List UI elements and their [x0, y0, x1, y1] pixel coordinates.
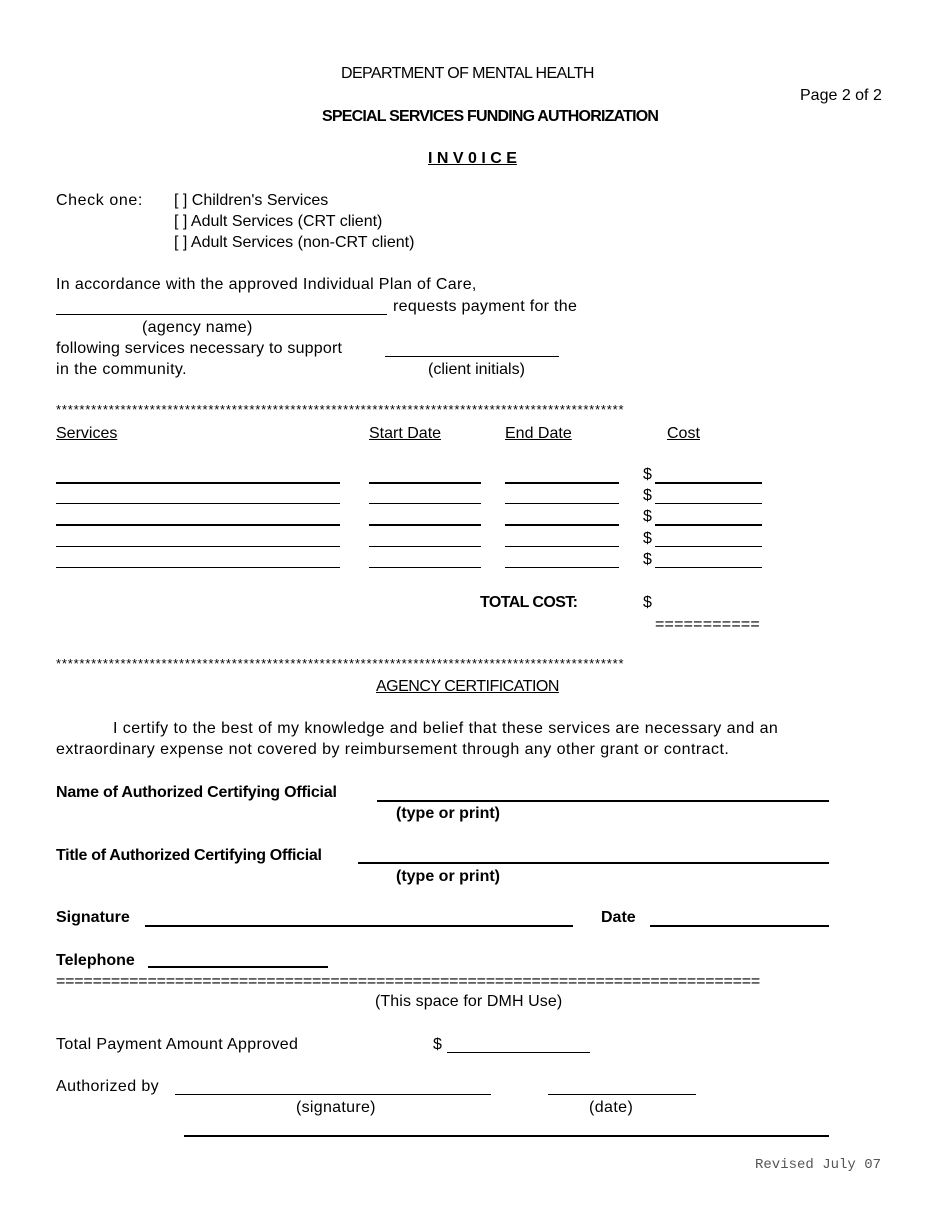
authorized-by-signature-field[interactable] [175, 1094, 491, 1095]
total-cost-label: TOTAL COST: [480, 594, 578, 611]
services-header: Services [56, 425, 118, 442]
dollar-sign: $ [643, 508, 652, 525]
cost-field[interactable] [655, 524, 762, 526]
end-date-field[interactable] [505, 567, 619, 568]
dmh-use-label: (This space for DMH Use) [375, 993, 563, 1010]
client-initials-field[interactable] [385, 356, 559, 357]
certifying-official-name-label: Name of Authorized Certifying Official [56, 784, 337, 801]
telephone-field[interactable] [148, 966, 328, 968]
certifying-official-title-field[interactable] [358, 862, 829, 864]
signature-sub-label: (signature) [296, 1099, 376, 1116]
telephone-label: Telephone [56, 952, 135, 969]
certifying-official-title-label: Title of Authorized Certifying Official [56, 847, 322, 864]
dollar-sign: $ [643, 487, 652, 504]
signature-label: Signature [56, 909, 130, 926]
checkbox-adult-non-crt[interactable]: [ ] Adult Services (non-CRT client) [174, 234, 415, 251]
service-field[interactable] [56, 524, 340, 526]
intro-line-1: In accordance with the approved Individual Plan of Care, [56, 276, 477, 293]
form-title: SPECIAL SERVICES FUNDING AUTHORIZATION [322, 108, 659, 125]
certification-text-line-1: I certify to the best of my knowledge and belief that these services are necessary and an [113, 720, 779, 737]
total-cost-equals: =========== [655, 616, 760, 633]
cost-field[interactable] [655, 482, 762, 484]
total-payment-field[interactable] [447, 1052, 590, 1053]
agency-name-field[interactable] [56, 314, 387, 315]
date-label: Date [601, 909, 636, 926]
certification-text-line-2: extraordinary expense not covered by reimbursement through any other grant or contract. [56, 741, 730, 758]
authorized-date-field[interactable] [548, 1094, 696, 1095]
bottom-rule [184, 1135, 829, 1137]
intro-line-3: following services necessary to support [56, 340, 343, 357]
end-date-field[interactable] [505, 503, 619, 504]
check-one-label: Check one: [56, 192, 143, 209]
cost-field[interactable] [655, 546, 762, 547]
cost-header: Cost [667, 425, 700, 442]
start-date-field[interactable] [369, 524, 481, 526]
date-field[interactable] [650, 925, 829, 927]
dollar-sign: $ [643, 551, 652, 568]
end-date-field[interactable] [505, 524, 619, 526]
authorized-by-label: Authorized by [56, 1078, 160, 1095]
service-field[interactable] [56, 482, 340, 484]
start-date-field[interactable] [369, 482, 481, 484]
agency-certification-title: AGENCY CERTIFICATION [376, 678, 559, 695]
type-or-print-label-2: (type or print) [396, 868, 500, 885]
star-separator-1: ************************************************************************************************* [56, 402, 625, 417]
cost-field[interactable] [655, 567, 762, 568]
revised-date: Revised July 07 [755, 1157, 882, 1173]
agency-name-label: (agency name) [142, 319, 253, 336]
dollar-sign: $ [643, 466, 652, 483]
dollar-sign: $ [643, 530, 652, 547]
total-payment-dollar: $ [433, 1036, 442, 1053]
checkbox-adult-crt[interactable]: [ ] Adult Services (CRT client) [174, 213, 383, 230]
end-date-field[interactable] [505, 482, 619, 484]
page-number: Page 2 of 2 [800, 87, 882, 104]
client-initials-label: (client initials) [428, 361, 525, 378]
checkbox-childrens-services[interactable]: [ ] Children's Services [174, 192, 329, 209]
total-cost-dollar: $ [643, 594, 652, 611]
end-date-header: End Date [505, 425, 572, 442]
cost-field[interactable] [655, 503, 762, 504]
service-field[interactable] [56, 546, 340, 547]
intro-line-4: in the community. [56, 361, 187, 378]
type-or-print-label-1: (type or print) [396, 805, 500, 822]
department-name: DEPARTMENT OF MENTAL HEALTH [341, 65, 594, 82]
start-date-header: Start Date [369, 425, 442, 442]
end-date-field[interactable] [505, 546, 619, 547]
date-sub-label: (date) [589, 1099, 634, 1116]
invoice-title: I N V 0 I C E [428, 150, 517, 167]
start-date-field[interactable] [369, 567, 481, 568]
start-date-field[interactable] [369, 503, 481, 504]
service-field[interactable] [56, 567, 340, 568]
requests-payment-text: requests payment for the [393, 298, 578, 315]
equals-separator: ============================================================================= [56, 973, 761, 990]
service-field[interactable] [56, 503, 340, 504]
total-payment-approved-label: Total Payment Amount Approved [56, 1036, 299, 1053]
certifying-official-name-field[interactable] [377, 800, 829, 802]
signature-field[interactable] [145, 925, 573, 927]
start-date-field[interactable] [369, 546, 481, 547]
star-separator-2: ************************************************************************************************* [56, 656, 625, 671]
